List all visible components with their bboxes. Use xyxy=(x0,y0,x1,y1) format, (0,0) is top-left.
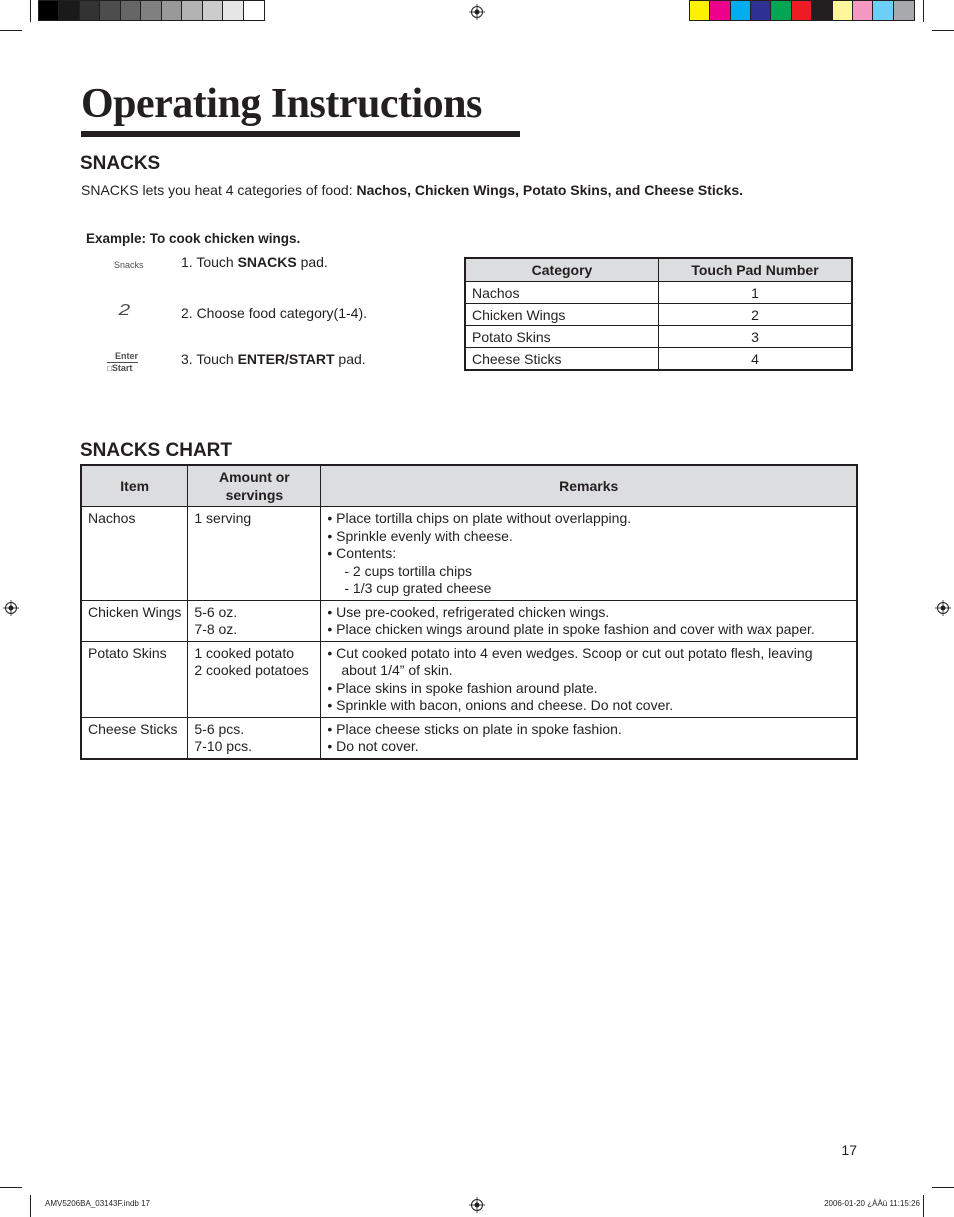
amount-column-header: Amount or servings xyxy=(188,465,321,507)
remark-sub-line: - 2 cups tortilla chips xyxy=(344,562,472,579)
item-cell: Chicken Wings xyxy=(81,600,188,641)
step-3 xyxy=(181,351,366,367)
snacks-intro xyxy=(81,182,743,198)
color-swatch xyxy=(59,1,79,20)
category-column-header: Category xyxy=(465,258,659,282)
snacks-heading: SNACKS xyxy=(80,153,161,174)
enter-label: Enter xyxy=(107,351,138,363)
pad-number-cell: 4 xyxy=(659,348,853,371)
snacks-chart-heading: SNACKS CHART xyxy=(80,440,232,461)
category-cell: Cheese Sticks xyxy=(465,348,659,371)
category-cell: Chicken Wings xyxy=(465,304,659,326)
step-1-prefix: 1. Touch xyxy=(181,254,238,270)
color-swatch xyxy=(223,1,243,20)
color-swatch xyxy=(690,1,710,20)
remark-sub-line: - 1/3 cup grated cheese xyxy=(344,580,492,596)
step-3-key: ENTER/START xyxy=(237,351,335,367)
crop-mark xyxy=(0,30,22,31)
pad-number-cell: 2 xyxy=(659,304,853,326)
step-1 xyxy=(181,254,328,270)
gray-color-bar xyxy=(38,0,265,21)
table-row xyxy=(81,717,857,759)
remark-line: • Cut cooked potato into 4 even wedges. Scoop or cut out potato flesh, leaving xyxy=(327,644,813,661)
lock-icon: □ xyxy=(107,364,112,373)
page-title: Operating Instructions xyxy=(81,81,482,127)
crop-mark xyxy=(923,0,924,22)
registration-mark-icon xyxy=(469,4,485,20)
category-table-header xyxy=(465,258,852,282)
crop-mark xyxy=(30,1195,31,1217)
color-swatch xyxy=(833,1,853,20)
print-timestamp: 2006-01-20 ¿ÀÀü 11:15:26 xyxy=(824,1199,920,1208)
example-label: Example: To cook chicken wings. xyxy=(86,231,301,246)
color-swatch xyxy=(100,1,120,20)
color-swatch xyxy=(853,1,873,20)
remarks-cell xyxy=(321,641,857,717)
number-pad-2-icon: 2 xyxy=(118,302,131,319)
color-swatch xyxy=(162,1,182,20)
amount-line: 5-6 oz. xyxy=(194,603,238,620)
item-cell: Nachos xyxy=(81,507,188,601)
remark-line: • Sprinkle with bacon, onions and cheese. Do not cover. xyxy=(327,697,674,713)
remark-line: • Do not cover. xyxy=(327,738,419,754)
color-swatch xyxy=(792,1,812,20)
step-3-prefix: 3. Touch xyxy=(181,351,238,367)
pad-number-cell: 3 xyxy=(659,326,853,348)
category-table xyxy=(464,257,853,371)
color-swatch xyxy=(80,1,100,20)
file-info: AMV5206BA_03143F.indb 17 xyxy=(45,1199,150,1208)
color-swatch xyxy=(121,1,141,20)
start-text: Start xyxy=(111,363,133,373)
amount-cell xyxy=(188,641,321,717)
registration-mark-icon xyxy=(3,600,19,616)
remarks-cell xyxy=(321,600,857,641)
registration-mark-icon xyxy=(935,600,951,616)
item-cell: Cheese Sticks xyxy=(81,717,188,759)
table-row xyxy=(465,348,852,371)
amount-line: 1 cooked potato xyxy=(194,644,295,661)
table-row xyxy=(465,282,852,304)
remark-line: • Use pre-cooked, refrigerated chicken wings. xyxy=(327,603,610,620)
remark-line: about 1/4” of skin. xyxy=(341,662,453,678)
process-color-bar xyxy=(689,0,915,21)
remark-line: • Place cheese sticks on plate in spoke fashion. xyxy=(327,720,622,737)
color-swatch xyxy=(710,1,730,20)
snacks-pad-icon: Snacks xyxy=(114,260,144,270)
chart-header-row xyxy=(81,465,857,507)
category-cell: Potato Skins xyxy=(465,326,659,348)
category-cell: Nachos xyxy=(465,282,659,304)
color-swatch xyxy=(731,1,751,20)
enter-start-pad-icon xyxy=(107,351,138,374)
color-swatch xyxy=(203,1,223,20)
crop-mark xyxy=(30,0,31,22)
remark-line: • Sprinkle evenly with cheese. xyxy=(327,527,513,544)
color-swatch xyxy=(751,1,771,20)
amount-line: 2 cooked potatoes xyxy=(194,662,309,678)
color-swatch xyxy=(873,1,893,20)
crop-mark xyxy=(923,1195,924,1217)
remarks-column-header: Remarks xyxy=(321,465,857,507)
remarks-cell xyxy=(321,507,857,601)
table-row xyxy=(465,326,852,348)
table-row xyxy=(81,641,857,717)
touch-pad-column-header: Touch Pad Number xyxy=(659,258,853,282)
table-row xyxy=(81,507,857,601)
crop-mark xyxy=(0,1187,22,1188)
amount-cell xyxy=(188,507,321,601)
color-swatch xyxy=(812,1,832,20)
color-swatch xyxy=(771,1,791,20)
color-swatch xyxy=(894,1,914,20)
amount-line: 1 serving xyxy=(194,510,252,526)
table-row xyxy=(81,600,857,641)
item-cell: Potato Skins xyxy=(81,641,188,717)
color-swatch xyxy=(182,1,202,20)
color-swatch xyxy=(141,1,161,20)
remark-line: • Place chicken wings around plate in spoke fashion and cover with wax paper. xyxy=(327,621,815,637)
step-1-key: SNACKS xyxy=(237,254,297,270)
remark-line: • Place tortilla chips on plate without overlapping. xyxy=(327,510,632,526)
color-swatch xyxy=(244,1,264,20)
step-1-suffix: pad. xyxy=(296,254,328,270)
remark-line: • Contents: xyxy=(327,545,397,561)
page-number: 17 xyxy=(841,1142,857,1158)
step-3-suffix: pad. xyxy=(334,351,366,367)
pad-number-cell: 1 xyxy=(659,282,853,304)
snacks-chart-table xyxy=(80,464,858,760)
intro-food-list: Nachos, Chicken Wings, Potato Skins, and Cheese Sticks. xyxy=(356,182,744,198)
remarks-cell xyxy=(321,717,857,759)
color-swatch xyxy=(39,1,59,20)
crop-mark xyxy=(932,1187,954,1188)
item-column-header: Item xyxy=(81,465,188,507)
start-label xyxy=(107,363,138,374)
title-underline xyxy=(81,131,520,137)
amount-cell xyxy=(188,717,321,759)
registration-mark-icon xyxy=(469,1197,485,1213)
crop-mark xyxy=(932,30,954,31)
amount-line: 7-10 pcs. xyxy=(194,738,252,754)
step-2: 2. Choose food category(1-4). xyxy=(181,305,367,321)
intro-text: SNACKS lets you heat 4 categories of food: xyxy=(81,182,357,198)
amount-line: 5-6 pcs. xyxy=(194,720,245,737)
table-row xyxy=(465,304,852,326)
remark-line: • Place skins in spoke fashion around plate. xyxy=(327,679,598,696)
amount-cell xyxy=(188,600,321,641)
amount-line: 7-8 oz. xyxy=(194,621,238,637)
